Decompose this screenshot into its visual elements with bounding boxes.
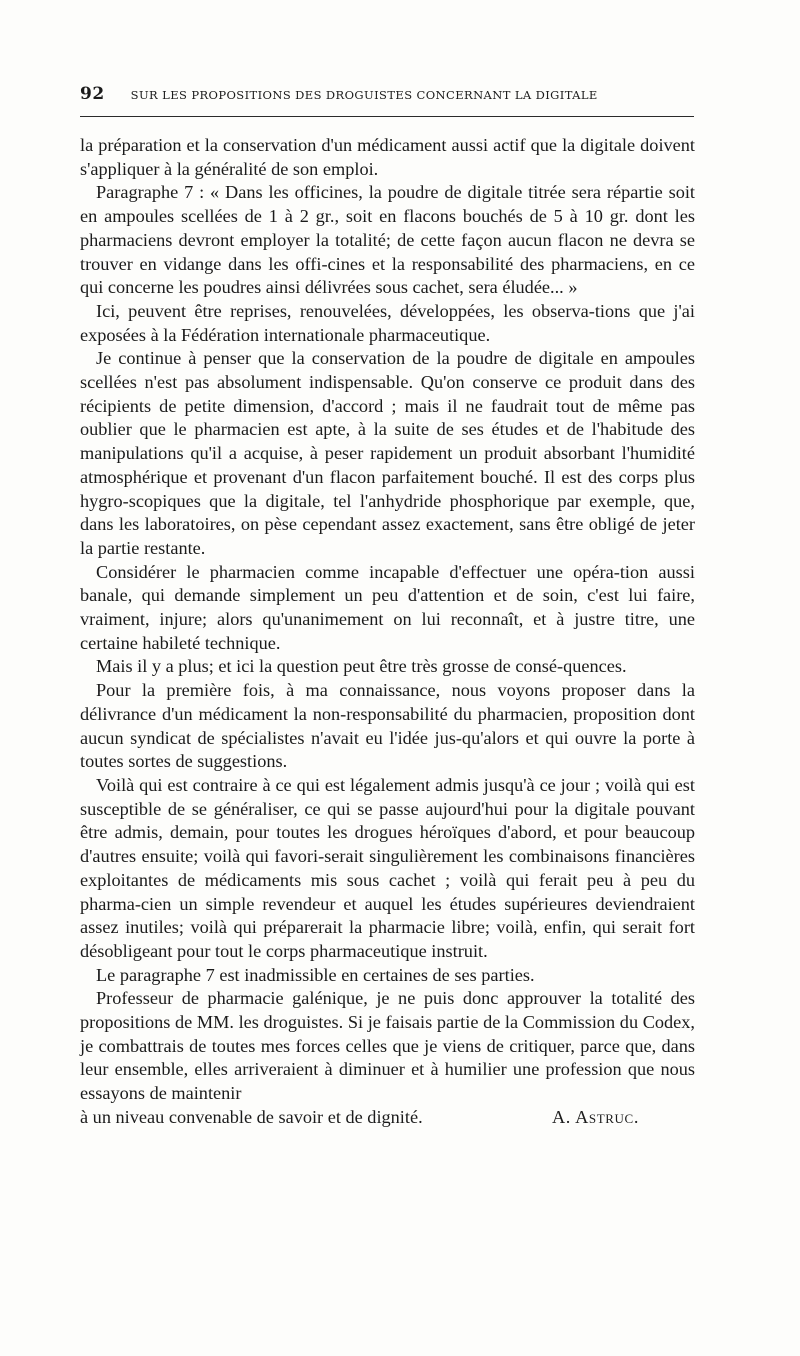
paragraph-6: Mais il y a plus; et ici la question peut être très grosse de consé-quences. (96, 656, 627, 677)
paragraph-1: la préparation et la conservation d'un médicament aussi actif que la digitale doivent s'appliquer à la généralité de son emploi. (80, 135, 695, 179)
closing-paragraph: Professeur de pharmacie galénique, je ne puis donc approuver la totalité des propositions de MM. les droguistes. Si je faisais partie de la Commission du Codex, je combattrais de toutes mes forces celles que je viens de critiquer, parce que, dans leur ensemble, elles arriveraient à diminuer et à humilier une profession que nous essayons de maintenir (80, 988, 695, 1104)
body-text (80, 134, 695, 1130)
paragraph-2: Paragraphe 7 : « Dans les officines, la poudre de digitale titrée sera répartie soit en ampoules scellées de 1 à 2 gr., soit en flacons bouchés de 5 à 10 gr. dont les pharmaciens devront employer la totalité; de cette façon aucun flacon ne devra se trouver en vidange dans les offi-cines et la responsabilité des pharmaciens, en ce qui concerne les poudres ainsi délivrées sous cachet, sera éludée... » (80, 182, 695, 298)
closing-last-line-text: à un niveau convenable de savoir et de dignité. (80, 1106, 423, 1127)
paragraph-4: Je continue à penser que la conservation de la poudre de digitale en ampoules scellées n'est pas absolument indispensable. Qu'on conserve ce produit dans des récipients de petite dimension, d'accord ; mais il ne faudrait tout de même pas oublier que le pharmacien est apte, à la suite de ses études et de l'habitude des manipulations qu'il a acquise, à peser rapidement un produit absorbant l'humidité atmosphérique et provenant d'un flacon parfaitement bouché. Il est des corps plus hygro-scopiques que la digitale, tel l'anhydride phosphorique par exemple, que, dans les laboratoires, on pèse cependant assez exactement, sans être obligé de jeter la partie restante. (80, 348, 695, 558)
paragraph-3: Ici, peuvent être reprises, renouvelées, développées, les observa-tions que j'ai exposées à la Fédération internationale pharmaceutique. (80, 300, 695, 345)
page-number: 92 (80, 84, 105, 104)
paragraph-8: Voilà qui est contraire à ce qui est légalement admis jusqu'à ce jour ; voilà qui est susceptible de se généraliser, ce qui se passe aujourd'hui pour la digitale pouvant être admis, demain, pour toutes les drogues héroïques d'abord, et pour beaucoup d'autres ensuite; voilà qui favori-serait singulièrement les combinaisons financières exploitantes de médicaments mis sous cachet ; voilà qui ferait peu à peu du pharma-cien un simple revendeur et auquel les études supérieures deviendraient assez inutiles; voilà qui préparerait la pharmacie libre; voilà, enfin, qui serait fort désobligeant pour tout le corps pharmaceutique instruit. (80, 774, 695, 961)
paragraph-7: Pour la première fois, à ma connaissance, nous voyons proposer dans la délivrance d'un médicament la non-responsabilité du pharmacien, proposition dont aucun syndicat de spécialistes n'avait eu l'idée jus-qu'alors et qui ouvre la porte à toutes sortes de suggestions. (80, 680, 695, 772)
closing-last-line (80, 1106, 695, 1130)
page-header (80, 84, 696, 106)
paragraph-5: Considérer le pharmacien comme incapable d'effectuer une opéra-tion aussi banale, qui demande simplement un peu d'attention et de soin, c'est lui faire, vraiment, injure; alors qu'unanimement on lui reconnaît, et à justre titre, une certaine habileté technique. (80, 561, 695, 653)
running-head: SUR LES PROPOSITIONS DES DROGUISTES CONCERNANT LA DIGITALE (130, 88, 598, 102)
header-rule (80, 116, 694, 117)
paragraph-9: Le paragraphe 7 est inadmissible en certaines de ses parties. (96, 964, 535, 985)
author-signature: A. Astruc. (551, 1106, 639, 1127)
